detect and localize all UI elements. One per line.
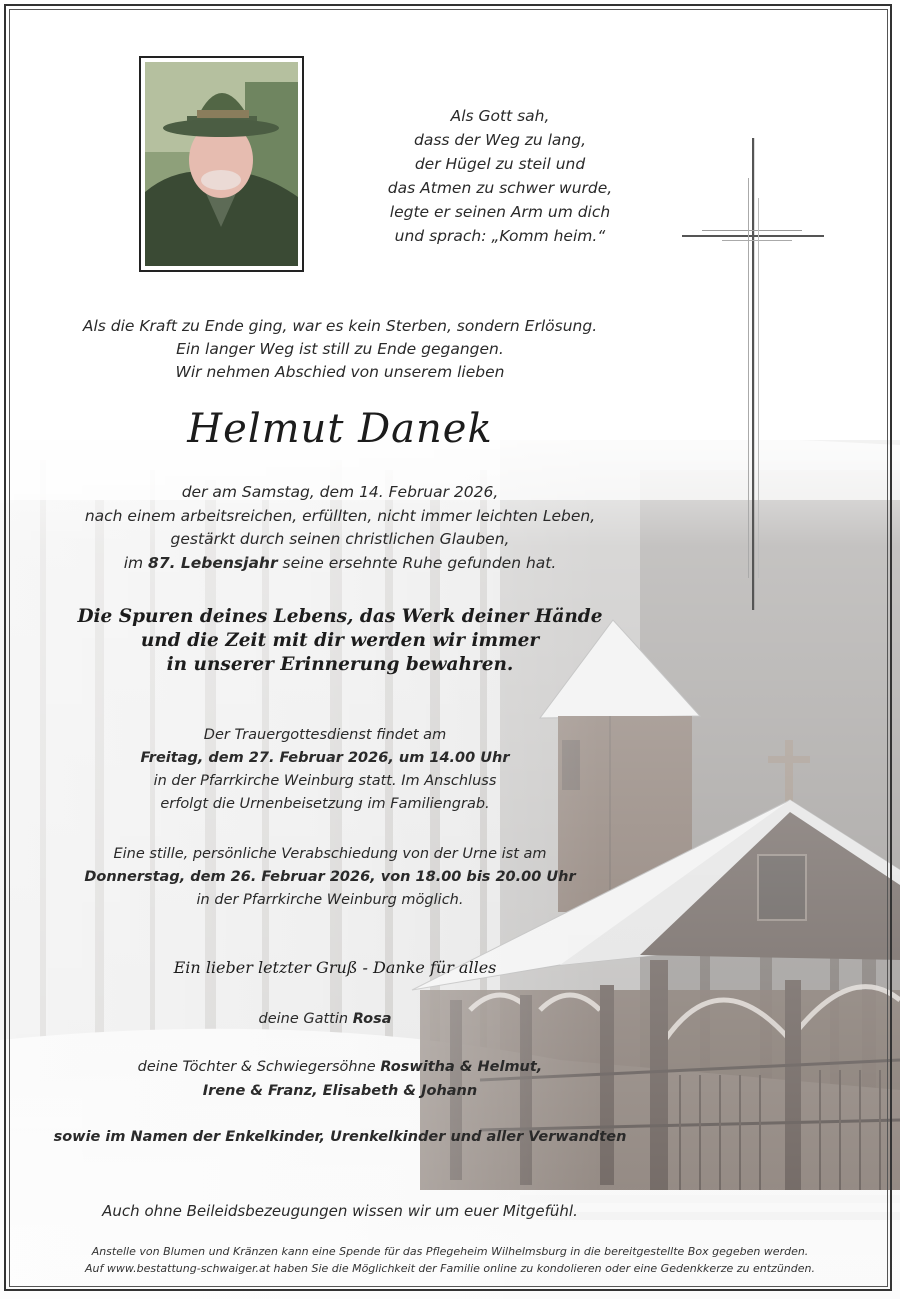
- children-names: Roswitha & Helmut,: [380, 1059, 543, 1075]
- poem-line: das Atmen zu schwer wurde,: [387, 179, 613, 197]
- wife-name: Rosa: [352, 1011, 392, 1027]
- condolence-note: Auch ohne Beileidsbezeugungen wissen wir um euer Mitgefühl.: [102, 1202, 578, 1220]
- footer-line: Auf www.bestattung-schwaiger.at haben Sie die Möglichkeit der Familie online zu kondolieren oder eine Gedenkkerze zu entzünden.: [84, 1262, 815, 1275]
- farewell-greeting: Ein lieber letzter Gruß - Danke für alles: [173, 958, 497, 977]
- footer-notes: [14, 1243, 886, 1277]
- intro-line: Als die Kraft zu Ende ging, war es kein Sterben, sondern Erlösung.: [82, 317, 598, 335]
- footer-line: Anstelle von Blumen und Kränzen kann eine Spende für das Pflegeheim Wilhelmsburg in die bereitgestellte Box gegeben werden.: [91, 1245, 809, 1258]
- urn-farewell-info: Eine stille, persönliche Verabschiedung von der Urne ist am Donnerstag, dem 26. Februar 2026, von 18.00 bis 20.00 Uhr in der Pfarrkirche Weinburg möglich.: [60, 843, 600, 912]
- relatives-line: sowie im Namen der Enkelkinder, Urenkelkinder und aller Verwandten: [53, 1129, 627, 1145]
- quote-line: und die Zeit mit dir werden wir immer: [140, 630, 540, 651]
- intro-text: [40, 315, 640, 384]
- cross-icon: [682, 138, 824, 610]
- farewell-date: Donnerstag, dem 26. Februar 2026, von 18.00 bis 20.00 Uhr: [84, 869, 576, 885]
- poem-line: Als Gott sah,: [450, 107, 550, 125]
- poem-line: legte er seinen Arm um dich: [389, 203, 611, 221]
- quote-line: in unserer Erinnerung bewahren.: [166, 654, 514, 675]
- age-text: 87. Lebensjahr: [148, 553, 278, 572]
- death-line: gestärkt durch seinen christlichen Glauben,: [170, 530, 510, 548]
- children-lines: deine Töchter & Schwiegersöhne Roswitha & Helmut, Irene & Franz, Elisabeth & Johann: [60, 1055, 620, 1103]
- service-date: Freitag, dem 27. Februar 2026, um 14.00 Uhr: [140, 750, 510, 766]
- death-announcement: [40, 481, 640, 575]
- poem: [360, 104, 640, 248]
- poem-line: und sprach: „Komm heim.“: [394, 227, 606, 245]
- funeral-service-info: Der Trauergottesdienst findet am Freitag, dem 27. Februar 2026, um 14.00 Uhr in der Pfarrkirche Weinburg statt. Im Anschluss erfolgt die Urnenbeisetzung im Familiengrab.: [90, 724, 560, 816]
- poem-line: der Hügel zu steil und: [414, 155, 586, 173]
- wife-line: deine Gattin Rosa: [258, 1011, 392, 1027]
- death-line: im 87. Lebensjahr seine ersehnte Ruhe gefunden hat.: [123, 553, 557, 572]
- poem-line: dass der Weg zu lang,: [414, 131, 586, 149]
- portrait-photo: [139, 56, 304, 272]
- memorial-quote: [40, 605, 640, 677]
- death-line: nach einem arbeitsreichen, erfüllten, nicht immer leichten Leben,: [84, 506, 596, 525]
- intro-line: Ein langer Weg ist still zu Ende gegangen.: [176, 340, 504, 358]
- deceased-name: Helmut Danek: [187, 406, 493, 452]
- quote-line: Die Spuren deines Lebens, das Werk deiner Hände: [77, 606, 603, 627]
- intro-line: Wir nehmen Abschied von unserem lieben: [175, 363, 505, 381]
- children-names-2: Irene & Franz, Elisabeth & Johann: [202, 1083, 478, 1099]
- death-line: der am Samstag, dem 14. Februar 2026,: [181, 483, 499, 501]
